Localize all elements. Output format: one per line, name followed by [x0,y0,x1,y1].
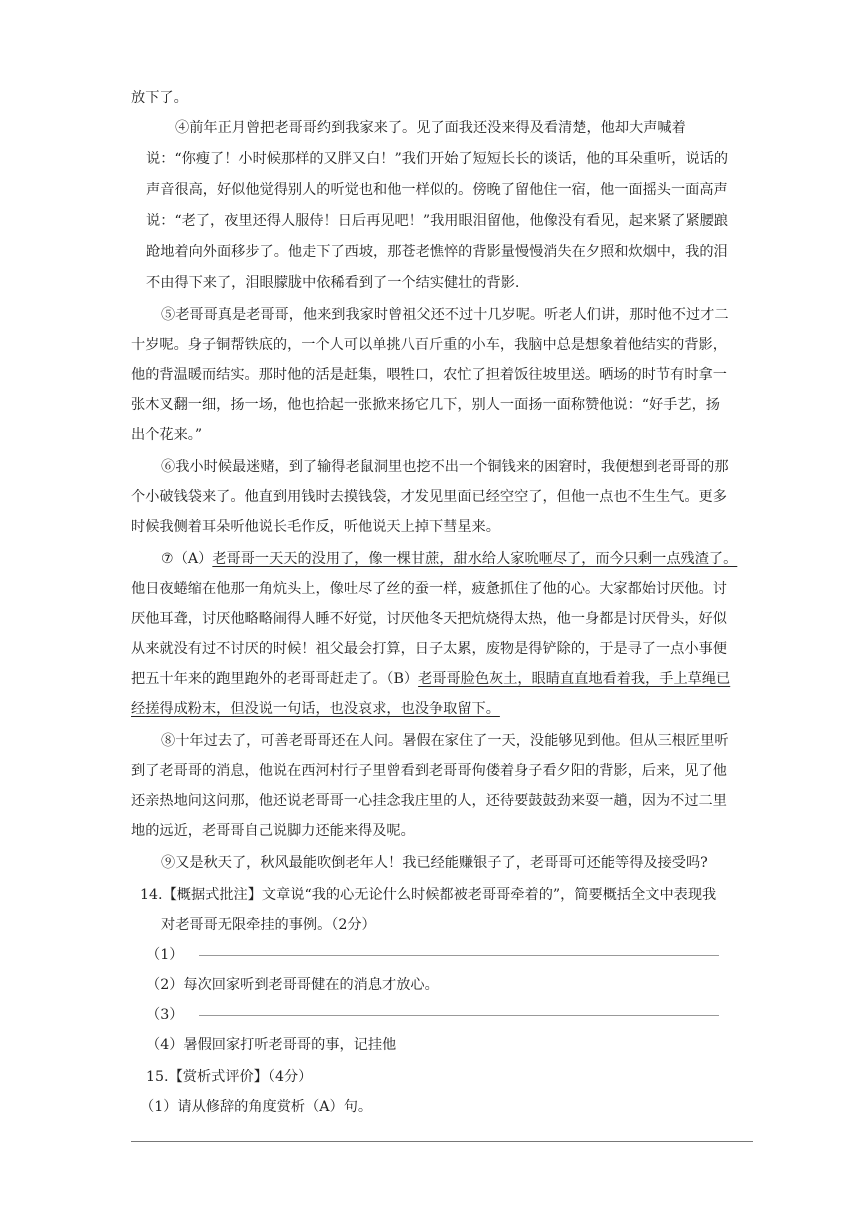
answer-item-1 [146,945,719,965]
paragraph-line: 他日夜蜷缩在他那一角炕头上，像吐尽了丝的蚕一样，疲惫抓住了他的心。大家都始讨厌他。讨 [131,581,727,597]
paragraph-line [131,699,500,719]
paragraph-line [131,669,730,689]
paragraph-line: ⑧十年过去了，可善老哥哥还在人问。暑假在家住了一天，没能够见到他。但从三根匠里听 [161,733,729,749]
question-15-title: 15.【赏析式评价】（4分） [146,1069,313,1085]
sentence-b: 老哥哥脸色灰土，眼睛直直地看着我，手上草绳已 [418,671,731,687]
question-14-title-cont: 对老哥哥无限牵挂的事例。（2分） [161,917,376,933]
paragraph-line: 声音很高，好似他觉得别人的听觉也和他一样似的。傍晚了留他住一宿，他一面摇头一面高声 [146,182,728,198]
paragraph-line: 还亲热地问这问那，他还说老哥哥一心挂念我庄里的人，还待要鼓鼓劲来耍一趟，因为不过二里 [131,793,727,809]
paragraph-line: 十岁呢。身子铜帮铁底的，一个人可以单挑八百斤重的小车，我脑中总是想象着他结实的背影， [131,337,727,353]
paragraph-line: 厌他耳聋，讨厌他略略闹得人睡不好觉，讨厌他冬天把炕烧得太热，他一身都是讨厌骨头，好似 [131,611,727,627]
answer-item-4: （4）暑假回家打听老哥哥的事，记挂他 [146,1037,397,1053]
paragraph-line: 地的远近，老哥哥自己说脚力还能来得及呢。 [131,823,415,839]
paragraph-line: 张木叉翻一细，扬一场，他也拾起一张掀来扬它几下，别人一面扬一面称赞他说：“好手艺，扬 [131,397,720,413]
paragraph-line: 时候我侧着耳朵听他说长毛作反，听他说天上掉下彗星来。 [131,519,500,535]
item-3-label: （3） [146,1007,184,1023]
paragraph-9: ⑨又是秋天了，秋风最能吹倒老年人！我已经能赚银子了，老哥哥可还能等得及接受吗? [161,855,708,871]
paragraph-line: 他的背温暖而结实。那时他的活是赶集，喂牲口，农忙了担着饭往坡里送。晒场的时节有时拿一 [131,367,727,383]
answer-blank-1[interactable] [199,954,719,956]
sentence-b-cont: 经搓得成粉末，但没说一句话，也没哀求，也没争取留下。 [131,701,500,717]
paragraph-line: ⑤老哥哥真是老哥哥，他来到我家时曾祖父还不过十几岁呢。听老人们讲，那时他不过才二 [161,307,729,323]
answer-line[interactable] [131,1141,753,1142]
paragraph-line: 从来就没有过不讨厌的时候！祖父最会打算，日子太累，废物是得铲除的，于是寻了一点小事便 [131,641,727,657]
paragraph-line: 出个花来。” [131,427,203,443]
paragraph-line: 说：“你瘦了！小时候那样的又胖又白！”我们开始了短短长长的谈话，他的耳朵重听，说话的 [146,151,729,167]
paragraph-line: 不由得下来了，泪眼朦胧中依稀看到了一个结实健壮的背影. [146,275,520,291]
sentence-a: 老哥哥一天天的没用了，像一棵甘蔗，甜水给人家吮咂尽了，而今只剩一点残渣了。 [212,551,738,567]
paragraph-line: ④前年正月曾把老哥哥约到我家来了。见了面我还没来得及看清楚，他却大声喊着 [175,120,686,136]
item-1-label: （1） [146,947,184,963]
paragraph-line: 说：“老了，夜里还得人服侍！日后再见吧！”我用眼泪留他，他像没有看见，起来紧了紧腰踉 [146,213,729,229]
paragraph-3-end: 放下了。 [131,90,188,106]
answer-item-2: （2）每次回家听到老哥哥健在的消息才放心。 [146,977,439,993]
label-a: ⑦（A） [161,551,213,567]
paragraph-line: 跄地着向外面移步了。他走下了西坡，那苍老憔悴的背影量慢慢消失在夕照和炊烟中，我的泪 [146,244,728,260]
answer-blank-3[interactable] [199,1014,719,1016]
paragraph-line [161,549,737,569]
question-15-sub-1: （1）请从修辞的角度赏析（A）句。 [140,1099,373,1115]
paragraph-line: 个小破钱袋来了。他直到用钱时去摸钱袋，才发见里面已经空空了，但他一点也不生生气。更多 [131,489,727,505]
paragraph-line: ⑥我小时候最迷赌，到了输得老鼠洞里也挖不出一个铜钱来的困窘时，我便想到老哥哥的那 [161,459,729,475]
question-14-title: 14.【概据式批注】文章说“我的心无论什么时候都被老哥哥牵着的”，简要概括全文中表现我 [140,887,717,903]
answer-item-3 [146,1005,719,1025]
pre-b-text: 把五十年来的跑里跑外的老哥哥赶走了。（B） [131,671,419,687]
paragraph-line: 到了老哥哥的消息，他说在西河村行子里曾看到老哥哥佝偻着身子看夕阳的背影，后来，见了他 [131,763,727,779]
